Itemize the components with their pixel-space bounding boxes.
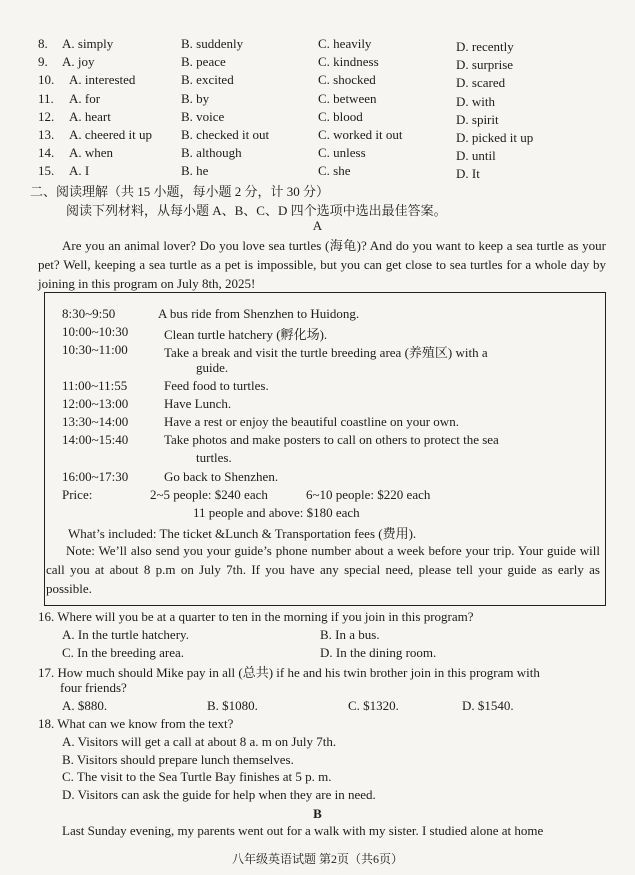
option-a: A. for bbox=[69, 90, 101, 106]
option-a: A. cheered it up bbox=[69, 127, 153, 142]
schedule-time: 11:00~11:55 bbox=[62, 378, 128, 393]
option-d: D. recently bbox=[456, 39, 514, 54]
question-number: 13. bbox=[38, 127, 55, 142]
option-b: B. suddenly bbox=[181, 36, 244, 51]
option-d: D. until bbox=[456, 148, 496, 164]
price-tier-2: 6~10 people: $220 each bbox=[306, 487, 431, 502]
option-b: B. peace bbox=[181, 54, 226, 70]
question-stem: 16. Where will you be at a quarter to ten in the morning if you join in this program? bbox=[38, 609, 474, 624]
option-a: A. when bbox=[69, 145, 114, 161]
option-c: C. In the breeding area. bbox=[62, 645, 185, 660]
option-a: A. $880. bbox=[62, 698, 108, 713]
option-b: B. voice bbox=[181, 108, 225, 124]
question-stem: 18. What can we know from the text? bbox=[38, 716, 234, 731]
option-d: D. with bbox=[456, 93, 495, 109]
schedule-activity: Take a break and visit the turtle breeding area (养殖区) with a bbox=[164, 345, 488, 360]
schedule-time: 12:00~13:00 bbox=[62, 396, 129, 411]
option-a: A. I bbox=[69, 163, 90, 179]
option-d: D. surprise bbox=[456, 57, 514, 73]
option-b: B. excited bbox=[181, 72, 234, 88]
price-label: Price: bbox=[62, 487, 93, 502]
question-number: 15. bbox=[38, 163, 55, 179]
schedule-activity: Have Lunch. bbox=[164, 396, 232, 411]
question-number: 9. bbox=[38, 54, 48, 70]
option-b: B. $1080. bbox=[207, 698, 258, 713]
schedule-activity: Clean turtle hatchery (孵化场). bbox=[164, 327, 328, 342]
question-number: 14. bbox=[38, 145, 55, 161]
option-d: D. $1540. bbox=[462, 698, 514, 713]
schedule-time: 13:30~14:00 bbox=[62, 414, 129, 429]
section-instruction: 阅读下列材料，从每小题 A、B、C、D 四个选项中选出最佳答案。 bbox=[66, 203, 447, 218]
schedule-activity: Feed food to turtles. bbox=[164, 378, 269, 393]
option-b: B. In a bus. bbox=[320, 627, 380, 642]
schedule-activity-continued: turtles. bbox=[196, 450, 232, 465]
option-c: C. blood bbox=[318, 108, 363, 124]
included-text: What’s included: The ticket &Lunch & Transportation fees (费用). bbox=[68, 526, 417, 541]
question-stem: 17. How much should Mike pay in all (总共) if he and his twin brother join in this program with bbox=[38, 665, 540, 680]
schedule-activity: A bus ride from Shenzhen to Huidong. bbox=[158, 306, 360, 321]
option-a: A. joy bbox=[62, 54, 95, 70]
question-stem-continued: four friends? bbox=[60, 680, 127, 695]
section-title: 二、阅读理解（共 15 小题，每小题 2 分，计 30 分） bbox=[30, 184, 330, 199]
option-d: D. It bbox=[456, 166, 480, 182]
schedule-activity: Have a rest or enjoy the beautiful coastline on your own. bbox=[164, 414, 459, 429]
option-c: C. $1320. bbox=[348, 698, 399, 713]
schedule-time: 8:30~9:50 bbox=[62, 306, 116, 321]
note-text: Note: We’ll also send you your guide’s phone number about a week before your trip. Your guide will call you at about 8 p.m on July 7th. If you have any special need, please tell your guide as early as possible. bbox=[46, 543, 600, 596]
option-a: A. In the turtle hatchery. bbox=[62, 627, 189, 642]
schedule-time: 10:30~11:00 bbox=[62, 342, 128, 357]
passage-b-first-line: Last Sunday evening, my parents went out for a walk with my sister. I studied alone at home bbox=[62, 823, 544, 838]
option-a: A. heart bbox=[69, 108, 111, 124]
schedule-activity: Go back to Shenzhen. bbox=[164, 469, 279, 484]
schedule-activity: Take photos and make posters to call on others to protect the sea bbox=[164, 432, 499, 447]
question-number: 11. bbox=[38, 90, 54, 106]
option-d: D. picked it up bbox=[456, 130, 534, 145]
schedule-time: 10:00~10:30 bbox=[62, 324, 129, 339]
option-c: C. kindness bbox=[318, 54, 379, 70]
option-a: A. Visitors will get a call at about 8 a. m on July 7th. bbox=[62, 734, 337, 749]
passage-a-intro: Are you an animal lover? Do you love sea turtles (海龟)? And do you want to keep a sea turtle as your pet? Well, keeping a sea turtle as a pet is impossible, but you can get close to sea turtles for a whole day by joining in this program on July 8th, 2025! bbox=[38, 238, 606, 291]
question-number: 8. bbox=[38, 36, 48, 51]
option-c: C. between bbox=[318, 90, 377, 106]
option-b: B. he bbox=[181, 163, 209, 179]
passage-b-label: B bbox=[313, 806, 322, 821]
option-c: C. she bbox=[318, 163, 351, 179]
option-b: B. Visitors should prepare lunch themselves. bbox=[62, 751, 294, 767]
option-b: B. by bbox=[181, 90, 210, 106]
option-b: B. although bbox=[181, 145, 242, 161]
option-c: C. The visit to the Sea Turtle Bay finishes at 5 p. m. bbox=[62, 769, 332, 784]
page-footer: 八年级英语试题 第2页（共6页） bbox=[231, 852, 403, 866]
schedule-time: 14:00~15:40 bbox=[62, 432, 129, 447]
option-c: C. shocked bbox=[318, 72, 376, 88]
schedule-time: 16:00~17:30 bbox=[62, 469, 129, 484]
option-a: A. interested bbox=[69, 72, 136, 88]
passage-a-label: A bbox=[312, 218, 323, 233]
price-tier-1: 2~5 people: $240 each bbox=[150, 487, 268, 502]
option-d: D. spirit bbox=[456, 111, 499, 127]
schedule-activity-continued: guide. bbox=[196, 360, 229, 375]
option-a: A. simply bbox=[62, 36, 114, 51]
question-number: 10. bbox=[38, 72, 55, 88]
question-number: 12. bbox=[38, 108, 55, 124]
option-c: C. worked it out bbox=[318, 127, 403, 142]
option-c: C. heavily bbox=[318, 36, 372, 51]
option-d: D. Visitors can ask the guide for help when they are in need. bbox=[62, 786, 376, 802]
price-tier-3: 11 people and above: $180 each bbox=[193, 505, 360, 520]
option-d: D. In the dining room. bbox=[320, 645, 437, 660]
option-c: C. unless bbox=[318, 145, 366, 161]
option-d: D. scared bbox=[456, 75, 506, 91]
option-b: B. checked it out bbox=[181, 127, 270, 142]
